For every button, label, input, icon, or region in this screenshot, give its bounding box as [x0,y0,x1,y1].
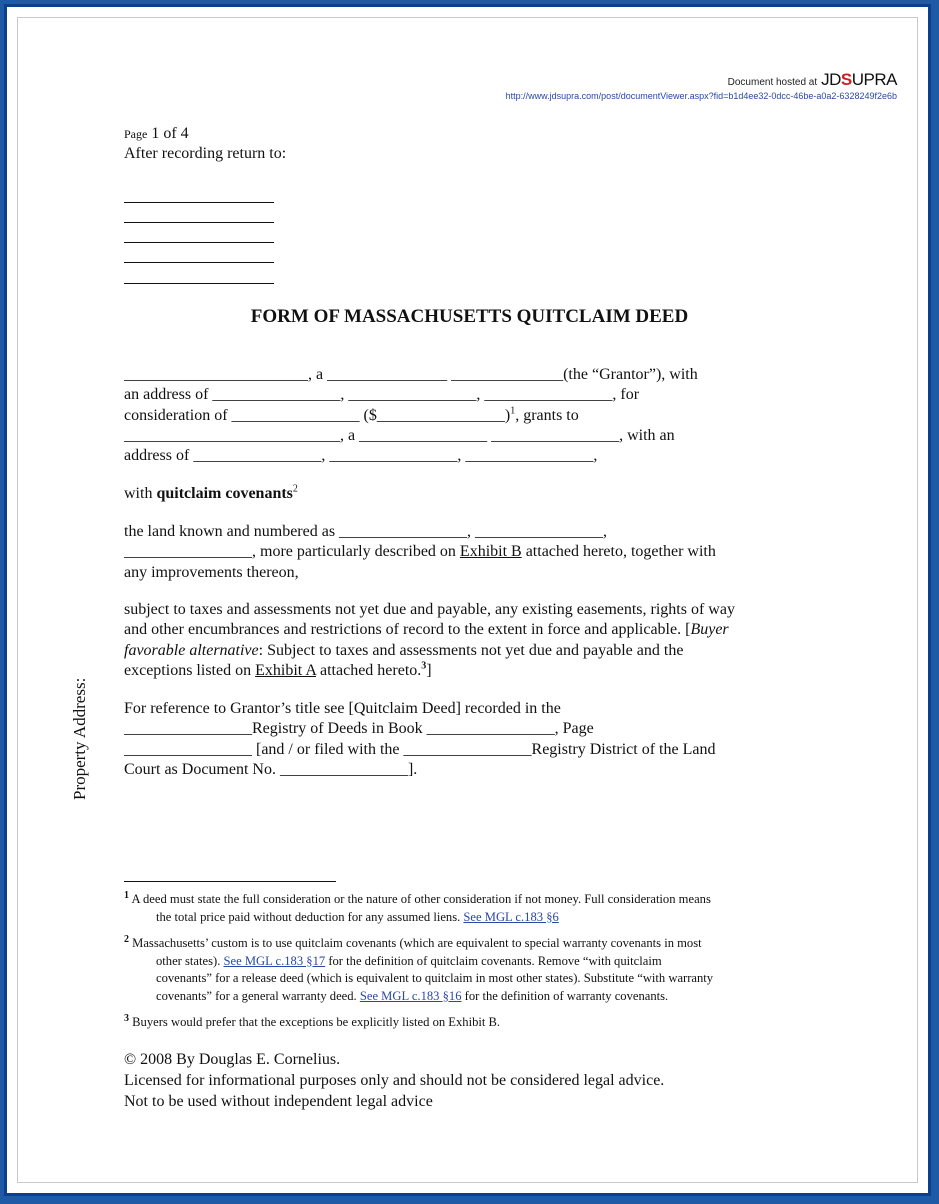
grantor-line [124,406,824,426]
copyright-line: © 2008 By Douglas E. Cornelius. [124,1051,341,1068]
after-recording-label: After recording return to: [124,145,287,162]
consideration-text: consideration of ________________ ($________________) [124,406,511,424]
return-address-line [124,242,274,243]
disclaimer-line: Not to be used without independent legal advice [124,1093,433,1110]
footnote-text: the total price paid without deduction for any assumed liens. [156,909,464,924]
subject-text: and other encumbrances and restrictions of record to the extent in force and applicable. [ [124,621,691,639]
covenants-pre: with [124,485,157,502]
footnote-2 [124,935,819,1005]
land-text: attached hereto, together with [521,543,716,561]
subject-line [124,641,824,661]
footnote-1 [124,891,819,926]
land-paragraph [124,522,824,583]
mgl-183-17-link[interactable]: See MGL c.183 §17 [223,953,326,968]
logo-jd: JD [821,70,841,89]
footnote-line [124,953,819,971]
footnote-ref-3: 3 [421,660,427,672]
return-address-line [124,283,274,284]
footnote-ref-1: 1 [510,405,516,417]
subject-paragraph [124,600,824,681]
license-line: Licensed for informational purposes only and should not be considered legal advice. [124,1072,665,1089]
subject-text: exceptions listed on [124,661,256,679]
return-address-line [124,262,274,263]
jdsupra-logo[interactable] [821,70,897,90]
subject-text: ] [426,661,432,679]
grantor-line: address of ________________, ________________, ________________, [124,447,598,465]
subject-italic: favorable alternative [124,641,259,659]
copyright-block [124,1049,664,1112]
footnote-text: for the definition of quitclaim covenants. Remove “with quitclaim [325,953,662,968]
logo-upra: UPRA [851,70,897,89]
page-word: Page [124,127,148,141]
footnote-line [124,935,819,953]
footnote-divider [124,881,336,882]
reference-line: Court as Document No. ________________]. [124,760,418,778]
footnote-3 [124,1014,819,1032]
exhibit-b-link[interactable]: Exhibit B [459,543,522,561]
page-title: FORM OF MASSACHUSETTS QUITCLAIM DEED [250,306,689,327]
footnote-text: A deed must state the full consideration or the nature of other consideration if not money. Full consideration means [129,892,711,906]
covenants-bold: quitclaim covenants [156,485,293,502]
return-address-line [124,222,274,223]
footnote-line [124,1014,819,1032]
footnote-number: 3 [124,1012,129,1024]
covenants-line [124,484,824,504]
subject-text: : Subject to taxes and assessments not yet due and payable and the [258,641,684,659]
reference-line: ________________ [and / or filed with the ________________Registry District of the Land [124,740,716,758]
hosted-label: Document hosted at [727,77,818,88]
subject-line: subject to taxes and assessments not yet due and payable, any existing easements, rights of way [124,601,735,618]
hosted-notice [728,70,897,90]
footnote-text: Massachusetts’ custom is to use quitclaim covenants (which are equivalent to special warranty covenants in most [129,936,702,950]
footnote-text: Buyers would prefer that the exceptions be explicitly listed on Exhibit B. [129,1015,501,1029]
return-address-line [124,202,274,203]
footnote-line [124,909,819,927]
footnote-ref-2: 2 [292,483,298,495]
subject-italic: Buyer [690,621,729,639]
subject-text: attached hereto. [316,661,422,679]
property-address-label: Property Address: [70,677,89,800]
land-line: the land known and numbered as ________________, ________________, [124,523,608,540]
subject-line [124,661,824,681]
footnote-text: other states). [156,953,224,968]
page-number: 1 of 4 [151,125,189,142]
land-text: ________________, more particularly described on [124,543,460,561]
exhibit-a-link[interactable]: Exhibit A [255,661,316,679]
mgl-183-16-link[interactable]: See MGL c.183 §16 [359,988,462,1003]
logo-s: S [840,70,852,89]
subject-line [124,620,824,640]
reference-line: ________________Registry of Deeds in Book ________________, Page [124,720,594,738]
footnote-line [124,891,819,909]
reference-paragraph [124,699,824,780]
grants-to-text: , grants to [515,406,579,424]
document-url-link[interactable]: http://www.jdsupra.com/post/documentViewer.aspx?fid=b1d4ee32-0dcc-46be-a0a2-6328249f2e6b [505,91,897,101]
grantor-line: ___________________________, a ________________ ________________, with an [124,426,675,444]
land-line: any improvements thereon, [124,563,299,581]
footnote-number: 2 [124,933,129,945]
footnote-text: for the definition of warranty covenants. [461,988,669,1003]
page-indicator [124,124,189,144]
grantor-paragraph [124,365,824,466]
reference-line: For reference to Grantor’s title see [Quitclaim Deed] recorded in the [124,700,561,717]
land-line [124,542,824,562]
grantor-line: an address of ________________, ________________, ________________, for [124,386,640,404]
covenants-text [124,484,824,504]
footnote-line [124,988,819,1006]
mgl-183-6-link[interactable]: See MGL c.183 §6 [463,909,559,924]
footnote-number: 1 [124,889,129,901]
grantor-line: _______________________, a _______________ ______________(the “Grantor”), with [124,366,698,383]
footnote-text: covenants” for a general warranty deed. [156,988,360,1003]
footnote-line: covenants” for a release deed (which is equivalent to quitclaim in most other states). Substitute “with warranty [156,971,714,985]
